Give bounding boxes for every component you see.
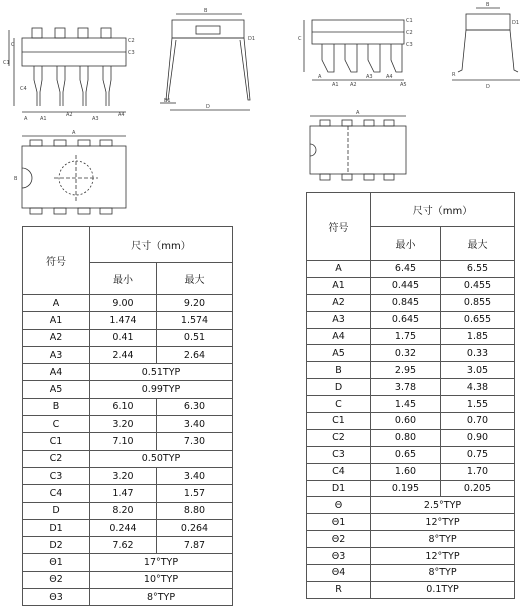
table-row	[307, 328, 515, 345]
right-top-view-drawing	[310, 116, 406, 180]
header-max: 最大	[157, 263, 233, 295]
typ-value-cell: 2.5°TYP	[371, 497, 515, 514]
typ-value-cell: 12°TYP	[371, 548, 515, 565]
max-value-cell: 0.264	[157, 519, 233, 536]
max-value-cell: 1.57	[157, 485, 233, 502]
min-value-cell: 1.60	[371, 463, 441, 480]
symbol-cell: C3	[23, 467, 90, 484]
min-value-cell: 3.20	[90, 467, 157, 484]
left-front-view-drawing	[9, 28, 126, 112]
dim-label: D1	[512, 20, 520, 26]
typ-value-cell: 12°TYP	[371, 514, 515, 531]
min-value-cell: 1.474	[90, 312, 157, 329]
table-row	[307, 581, 515, 598]
table-row	[23, 346, 233, 363]
table-row	[307, 565, 515, 582]
dim-label: C4	[20, 86, 27, 92]
symbol-cell: Θ2	[307, 531, 371, 548]
typ-value-cell: 0.1TYP	[371, 581, 515, 598]
dim-label: A3	[366, 74, 373, 80]
min-value-cell: 0.65	[371, 446, 441, 463]
max-value-cell: 6.30	[157, 398, 233, 415]
dim-label: C	[11, 42, 15, 48]
symbol-cell: A4	[307, 328, 371, 345]
max-value-cell: 7.30	[157, 433, 233, 450]
symbol-cell: C2	[23, 450, 90, 467]
dim-label: R	[452, 72, 456, 78]
max-value-cell: 3.40	[157, 467, 233, 484]
dim-label: B	[204, 8, 208, 14]
table-row	[23, 502, 233, 519]
left-side-view-drawing	[160, 14, 250, 110]
dim-label: A1	[40, 116, 47, 122]
table-row	[23, 433, 233, 450]
symbol-cell: Θ1	[307, 514, 371, 531]
table-row	[307, 261, 515, 278]
symbol-cell: Θ1	[23, 554, 90, 571]
typ-value-cell: 17°TYP	[90, 554, 233, 571]
header-min: 最小	[90, 263, 157, 295]
min-value-cell: 0.41	[90, 329, 157, 346]
table-row	[307, 294, 515, 311]
table-row	[23, 537, 233, 554]
max-value-cell: 0.70	[441, 413, 515, 430]
dim-label: D	[206, 104, 210, 110]
table-row	[307, 396, 515, 413]
table-row	[23, 519, 233, 536]
dim-label: B	[14, 176, 18, 182]
symbol-cell: A4	[23, 364, 90, 381]
dim-label: A	[356, 110, 360, 116]
table-row	[307, 277, 515, 294]
table-row	[307, 429, 515, 446]
symbol-cell: A3	[307, 311, 371, 328]
symbol-cell: C	[23, 416, 90, 433]
dim-label: A2	[350, 82, 357, 88]
header-symbol: 符号	[23, 227, 90, 295]
dim-label: A4	[386, 74, 393, 80]
symbol-cell: A	[23, 295, 90, 312]
max-value-cell: 0.33	[441, 345, 515, 362]
dim-label: D1	[248, 36, 256, 42]
min-value-cell: 1.45	[371, 396, 441, 413]
symbol-cell: D1	[307, 480, 371, 497]
symbol-cell: A	[307, 261, 371, 278]
max-value-cell: 1.85	[441, 328, 515, 345]
max-value-cell: 4.38	[441, 379, 515, 396]
typ-value-cell: 8°TYP	[371, 565, 515, 582]
min-value-cell: 6.45	[371, 261, 441, 278]
min-value-cell: 8.20	[90, 502, 157, 519]
table-row	[23, 571, 233, 588]
min-value-cell: 3.20	[90, 416, 157, 433]
typ-value-cell: 0.50TYP	[90, 450, 233, 467]
dim-label: A4	[118, 112, 125, 118]
symbol-cell: Θ3	[307, 548, 371, 565]
symbol-cell: C4	[23, 485, 90, 502]
table-row	[307, 413, 515, 430]
min-value-cell: 0.32	[371, 345, 441, 362]
table-body	[23, 295, 233, 606]
min-value-cell: 3.78	[371, 379, 441, 396]
min-value-cell: 0.645	[371, 311, 441, 328]
min-value-cell: 0.244	[90, 519, 157, 536]
table-row	[23, 398, 233, 415]
dim-label: C3	[128, 50, 135, 56]
symbol-cell: A3	[23, 346, 90, 363]
table-row	[307, 548, 515, 565]
max-value-cell: 0.90	[441, 429, 515, 446]
max-value-cell: 0.455	[441, 277, 515, 294]
dim-label: C3	[406, 42, 413, 48]
dim-label: A	[72, 130, 76, 136]
table-row	[307, 480, 515, 497]
symbol-cell: R	[307, 581, 371, 598]
max-value-cell: 3.40	[157, 416, 233, 433]
symbol-cell: A5	[23, 381, 90, 398]
max-value-cell: 9.20	[157, 295, 233, 312]
symbol-cell: A5	[307, 345, 371, 362]
max-value-cell: 1.70	[441, 463, 515, 480]
header-max: 最大	[441, 227, 515, 261]
dim-label: D	[486, 84, 490, 90]
header-min: 最小	[371, 227, 441, 261]
min-value-cell: 2.95	[371, 362, 441, 379]
typ-value-cell: 0.51TYP	[90, 364, 233, 381]
header-symbol: 符号	[307, 193, 371, 261]
dim-label: C2	[128, 38, 135, 44]
symbol-cell: D1	[23, 519, 90, 536]
symbol-cell: Θ3	[23, 589, 90, 606]
dimension-table-left	[22, 226, 233, 606]
right-front-view-drawing	[304, 20, 404, 80]
max-value-cell: 1.574	[157, 312, 233, 329]
min-value-cell: 9.00	[90, 295, 157, 312]
dim-label: A	[318, 74, 322, 80]
table-row	[307, 497, 515, 514]
table-row	[23, 554, 233, 571]
min-value-cell: 0.445	[371, 277, 441, 294]
dim-label: A5	[400, 82, 407, 88]
symbol-cell: C	[307, 396, 371, 413]
max-value-cell: 0.855	[441, 294, 515, 311]
max-value-cell: 2.64	[157, 346, 233, 363]
symbol-cell: A2	[23, 329, 90, 346]
dim-label: A	[24, 116, 28, 122]
symbol-cell: C1	[23, 433, 90, 450]
table-row	[307, 345, 515, 362]
table-row	[307, 446, 515, 463]
typ-value-cell: 8°TYP	[90, 589, 233, 606]
max-value-cell: 1.55	[441, 396, 515, 413]
dim-label: A2	[66, 112, 73, 118]
min-value-cell: 0.80	[371, 429, 441, 446]
symbol-cell: D	[23, 502, 90, 519]
symbol-cell: C1	[307, 413, 371, 430]
min-value-cell: 7.10	[90, 433, 157, 450]
table-row	[307, 362, 515, 379]
symbol-cell: A2	[307, 294, 371, 311]
symbol-cell: D	[307, 379, 371, 396]
dim-label: C1	[406, 18, 413, 24]
min-value-cell: 6.10	[90, 398, 157, 415]
right-side-view-drawing	[452, 8, 520, 80]
max-value-cell: 3.05	[441, 362, 515, 379]
table-body	[307, 261, 515, 599]
symbol-cell: A1	[307, 277, 371, 294]
table-row	[23, 450, 233, 467]
max-value-cell: 0.75	[441, 446, 515, 463]
symbol-cell: Θ2	[23, 571, 90, 588]
symbol-cell: B	[23, 398, 90, 415]
symbol-cell: B	[307, 362, 371, 379]
symbol-cell: Θ	[307, 497, 371, 514]
min-value-cell: 1.47	[90, 485, 157, 502]
typ-value-cell: 8°TYP	[371, 531, 515, 548]
max-value-cell: 0.205	[441, 480, 515, 497]
dimension-table-right	[306, 192, 515, 599]
dim-label: A3	[92, 116, 99, 122]
table-row	[23, 485, 233, 502]
table-row	[23, 295, 233, 312]
max-value-cell: 8.80	[157, 502, 233, 519]
dim-label: B	[486, 2, 490, 8]
table-row	[23, 329, 233, 346]
max-value-cell: 7.87	[157, 537, 233, 554]
min-value-cell: 7.62	[90, 537, 157, 554]
table-row	[23, 467, 233, 484]
symbol-cell: D2	[23, 537, 90, 554]
header-size: 尺寸（mm）	[371, 193, 515, 227]
max-value-cell: 6.55	[441, 261, 515, 278]
table-row	[307, 514, 515, 531]
min-value-cell: 0.60	[371, 413, 441, 430]
table-row	[307, 463, 515, 480]
typ-value-cell: 10°TYP	[90, 571, 233, 588]
symbol-cell: Θ4	[307, 565, 371, 582]
symbol-cell: C3	[307, 446, 371, 463]
dim-label: B1	[164, 98, 171, 104]
table-row	[23, 589, 233, 606]
header-size: 尺寸（mm）	[90, 227, 233, 263]
table-row	[307, 379, 515, 396]
symbol-cell: C4	[307, 463, 371, 480]
dim-label: C	[298, 36, 302, 42]
dim-label: C1	[3, 60, 10, 66]
min-value-cell: 2.44	[90, 346, 157, 363]
table-row	[307, 531, 515, 548]
dim-label: A1	[332, 82, 339, 88]
max-value-cell: 0.51	[157, 329, 233, 346]
symbol-cell: C2	[307, 429, 371, 446]
table-row	[23, 364, 233, 381]
table-row	[23, 312, 233, 329]
table-row	[23, 381, 233, 398]
min-value-cell: 0.195	[371, 480, 441, 497]
typ-value-cell: 0.99TYP	[90, 381, 233, 398]
min-value-cell: 0.845	[371, 294, 441, 311]
left-top-view-drawing	[22, 136, 126, 214]
max-value-cell: 0.655	[441, 311, 515, 328]
symbol-cell: A1	[23, 312, 90, 329]
table-row	[307, 311, 515, 328]
table-row	[23, 416, 233, 433]
dim-label: C2	[406, 30, 413, 36]
min-value-cell: 1.75	[371, 328, 441, 345]
